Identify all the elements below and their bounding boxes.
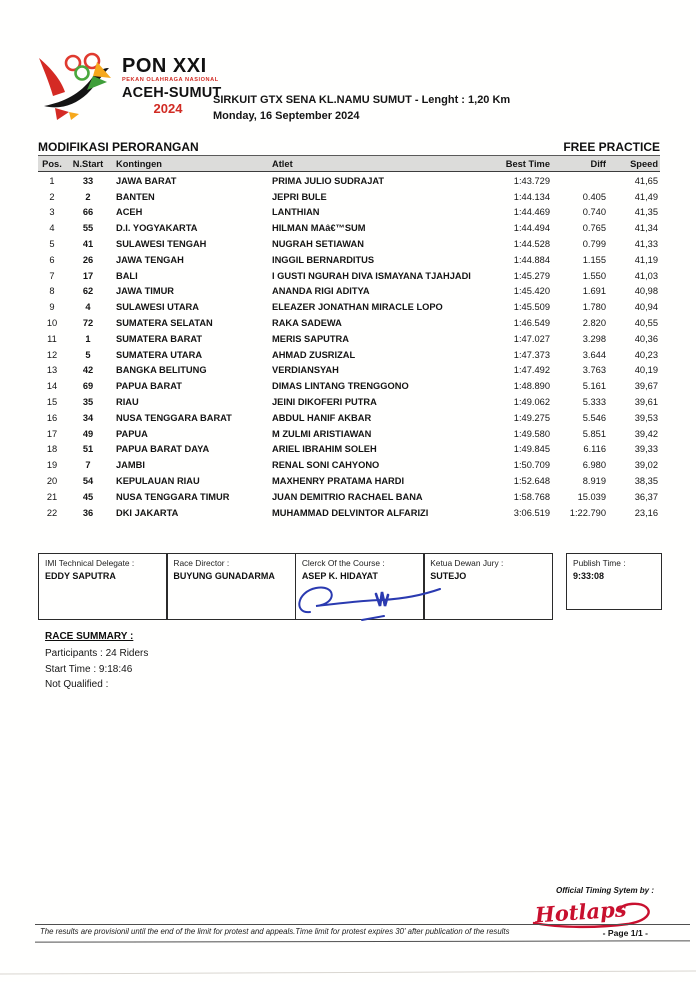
col-nstart: N.Start (72, 158, 104, 169)
event-logo (36, 50, 222, 132)
cell-nstart: 62 (82, 286, 94, 297)
cell-kontingen: BALI (116, 270, 138, 281)
cell-nstart: 41 (82, 239, 94, 250)
cell-atlet: ANANDA RIGI ADITYA (272, 286, 370, 297)
cell-diff: 1.155 (582, 254, 606, 265)
table-row (38, 473, 660, 489)
cell-kontingen: KEPULAUAN RIAU (116, 476, 200, 487)
cell-best-time: 1:46.549 (513, 318, 550, 329)
cell-diff: 5.161 (582, 381, 606, 392)
cell-atlet: HILMAN MAâ€™SUM (272, 223, 366, 234)
official-box (166, 553, 296, 620)
cell-pos: 4 (49, 223, 55, 234)
cell-speed: 36,37 (634, 491, 658, 502)
cell-best-time: 1:44.494 (513, 223, 550, 234)
cell-speed: 41,34 (634, 223, 658, 234)
cell-nstart: 5 (85, 349, 91, 360)
cell-diff: 1.780 (582, 302, 606, 313)
col-speed: Speed (630, 158, 658, 169)
race-summary-heading: RACE SUMMARY : (45, 631, 134, 642)
cell-pos: 13 (46, 365, 58, 376)
col-diff: Diff (590, 158, 606, 169)
cell-pos: 19 (46, 460, 58, 471)
cell-atlet: ELEAZER JONATHAN MIRACLE LOPO (272, 302, 443, 313)
cell-nstart: 51 (82, 444, 94, 455)
footer-disclaimer: The results are provisionil until the end of the limit for protest and appeals.Time limit for protest expires 30' after publication of the results (40, 927, 510, 936)
cell-diff: 6.116 (583, 444, 606, 455)
cell-pos: 16 (46, 412, 58, 423)
cell-pos: 1 (49, 175, 55, 186)
cell-speed: 40,94 (634, 302, 658, 313)
cell-best-time: 1:43.729 (513, 175, 550, 186)
cell-nstart: 54 (82, 476, 94, 487)
table-row (38, 315, 660, 331)
cell-kontingen: SUMATERA BARAT (116, 333, 203, 344)
cell-diff: 3.763 (582, 365, 606, 376)
race-summary-lines (45, 646, 365, 693)
cell-kontingen: JAWA BARAT (116, 175, 177, 186)
official-name: EDDY SAPUTRA (45, 571, 116, 581)
cell-kontingen: JAMBI (116, 460, 145, 471)
cell-nstart: 4 (85, 302, 91, 313)
cell-best-time: 1:47.373 (513, 349, 550, 360)
category-title: MODIFIKASI PERORANGAN (38, 140, 199, 154)
cell-nstart: 1 (85, 333, 91, 344)
cell-diff: 0.765 (582, 223, 606, 234)
cell-kontingen: DKI JAKARTA (116, 507, 179, 518)
publish-time-label: Publish Time : (573, 558, 626, 568)
cell-nstart: 69 (82, 381, 94, 392)
cell-best-time: 1:49.845 (513, 444, 550, 455)
publish-time-value: 9:33:08 (573, 571, 605, 581)
cell-kontingen: JAWA TIMUR (116, 286, 175, 297)
cell-speed: 41,35 (634, 207, 658, 218)
cell-atlet: ARIEL IBRAHIM SOLEH (272, 444, 377, 455)
cell-kontingen: PAPUA BARAT DAYA (116, 444, 210, 455)
footer-rule-top (35, 924, 690, 925)
table-row (38, 299, 660, 315)
cell-best-time: 1:48.890 (513, 381, 550, 392)
race-summary (45, 631, 365, 693)
cell-nstart: 72 (82, 318, 94, 329)
logo-text-block (122, 56, 222, 116)
cell-speed: 40,23 (634, 349, 658, 360)
official-name: SUTEJO (430, 571, 467, 581)
cell-diff: 3.644 (582, 349, 606, 360)
cell-best-time: 1:44.528 (513, 239, 550, 250)
results-table-header (38, 155, 660, 172)
table-row (38, 426, 660, 442)
cell-best-time: 1:49.062 (513, 397, 550, 408)
logo-year: 2024 (153, 101, 183, 116)
cell-best-time: 1:49.275 (513, 412, 550, 423)
cell-diff: 15.039 (577, 491, 606, 502)
cell-pos: 14 (46, 381, 58, 392)
cell-nstart: 49 (82, 428, 94, 439)
table-row (38, 457, 660, 473)
race-summary-line: Start Time : 9:18:46 (45, 663, 133, 675)
official-name: ASEP K. HIDAYAT (301, 571, 378, 581)
table-row (38, 347, 660, 363)
table-row (38, 505, 660, 521)
cell-nstart: 35 (82, 397, 94, 408)
event-date: Monday, 16 September 2024 (213, 110, 360, 122)
table-row (38, 284, 660, 300)
table-row (38, 378, 660, 394)
cell-kontingen: D.I. YOGYAKARTA (116, 223, 198, 234)
cell-best-time: 1:49.580 (513, 428, 550, 439)
cell-pos: 7 (49, 270, 55, 281)
cell-diff: 5.333 (582, 397, 606, 408)
section-title-row (38, 137, 660, 154)
cell-speed: 39,42 (634, 428, 658, 439)
cell-nstart: 17 (82, 270, 94, 281)
cell-diff: 8.919 (582, 476, 606, 487)
event-info (213, 92, 673, 124)
table-row (38, 331, 660, 347)
cell-pos: 21 (46, 491, 58, 502)
session-title: FREE PRACTICE (563, 140, 660, 154)
cell-kontingen: SUMATERA SELATAN (116, 318, 213, 329)
cell-diff: 5.851 (582, 428, 606, 439)
cell-atlet: NUGRAH SETIAWAN (272, 239, 364, 250)
cell-speed: 41,49 (634, 191, 658, 202)
table-row (38, 173, 660, 189)
cell-speed: 40,55 (634, 318, 658, 329)
cell-best-time: 1:47.027 (513, 333, 550, 344)
cell-diff: 5.546 (582, 412, 606, 423)
cell-best-time: 1:45.420 (513, 286, 550, 297)
cell-kontingen: SULAWESI TENGAH (116, 239, 207, 250)
cell-nstart: 2 (85, 191, 91, 202)
official-role-label: IMI Technical Delegate : (45, 558, 135, 568)
timing-system-label: Official Timing Sytem by : (556, 886, 654, 895)
cell-speed: 39,33 (634, 444, 658, 455)
table-row (38, 252, 660, 268)
cell-best-time: 1:50.709 (513, 460, 550, 471)
cell-speed: 38,35 (634, 476, 658, 487)
hotlaps-logo-text: Hotlaps (534, 896, 628, 928)
logo-subtitle: PEKAN OLAHRAGA NASIONAL (122, 77, 219, 83)
cell-speed: 41,33 (634, 239, 658, 250)
cell-atlet: JUAN DEMITRIO RACHAEL BANA (272, 491, 423, 502)
official-box (423, 553, 553, 620)
cell-atlet: MUHAMMAD DELVINTOR ALFARIZI (272, 507, 429, 518)
cell-speed: 39,61 (634, 397, 658, 408)
cell-nstart: 33 (82, 175, 94, 186)
cell-kontingen: JAWA TENGAH (116, 254, 184, 265)
cell-kontingen: SUMATERA UTARA (116, 349, 203, 360)
cell-nstart: 42 (82, 365, 94, 376)
table-row (38, 410, 660, 426)
table-row (38, 220, 660, 236)
cell-pos: 20 (46, 476, 58, 487)
cell-diff: 0.405 (582, 191, 606, 202)
cell-best-time: 1:44.884 (513, 254, 550, 265)
cell-atlet: PRIMA JULIO SUDRAJAT (272, 175, 385, 186)
official-name: BUYUNG GUNADARMA (173, 571, 275, 581)
cell-pos: 6 (49, 254, 55, 265)
cell-pos: 12 (46, 349, 58, 360)
cell-nstart: 45 (82, 491, 94, 502)
table-row (38, 442, 660, 458)
page-number: - Page 1/1 - (602, 928, 648, 938)
cell-speed: 40,19 (634, 365, 658, 376)
cell-pos: 10 (46, 318, 58, 329)
cell-diff: 1.550 (582, 270, 606, 281)
col-kontingen: Kontingen (116, 158, 162, 169)
cell-diff: 3.298 (582, 333, 606, 344)
cell-atlet: JEPRI BULE (272, 191, 327, 202)
cell-kontingen: BANTEN (116, 191, 155, 202)
cell-atlet: ABDUL HANIF AKBAR (272, 412, 372, 423)
cell-speed: 41,03 (634, 270, 658, 281)
cell-kontingen: ACEH (116, 207, 143, 218)
table-row (38, 268, 660, 284)
cell-atlet: M ZULMI ARISTIAWAN (272, 428, 372, 439)
cell-speed: 41,65 (634, 175, 658, 186)
official-box (295, 553, 425, 620)
cell-kontingen: SULAWESI UTARA (116, 302, 199, 313)
official-role-label: Ketua Dewan Jury : (430, 558, 504, 568)
cell-pos: 8 (49, 286, 55, 297)
cell-nstart: 26 (82, 254, 94, 265)
cell-pos: 22 (46, 507, 58, 518)
cell-nstart: 55 (82, 223, 94, 234)
cell-speed: 39,02 (634, 460, 658, 471)
table-row (38, 205, 660, 221)
cell-speed: 41,19 (634, 254, 658, 265)
cell-kontingen: PAPUA (116, 428, 148, 439)
cell-best-time: 1:44.134 (513, 191, 550, 202)
cell-atlet: RENAL SONI CAHYONO (272, 460, 380, 471)
table-row (38, 394, 660, 410)
cell-atlet: MERIS SAPUTRA (272, 333, 349, 344)
cell-nstart: 7 (85, 460, 91, 471)
table-row (38, 363, 660, 379)
cell-speed: 40,36 (634, 333, 658, 344)
cell-speed: 39,53 (634, 412, 658, 423)
cell-pos: 11 (47, 333, 57, 344)
cell-nstart: 36 (82, 507, 94, 518)
pon-bird-logo-icon (36, 50, 128, 130)
cell-speed: 40,98 (634, 286, 658, 297)
cell-nstart: 66 (82, 207, 94, 218)
table-row (38, 489, 660, 505)
publish-time-box (566, 553, 662, 610)
cell-pos: 18 (46, 444, 58, 455)
cell-kontingen: PAPUA BARAT (116, 381, 182, 392)
footer-rule-bottom (35, 940, 690, 942)
col-best-time: Best Time (505, 158, 550, 169)
official-role-label: Race Director : (173, 558, 230, 568)
cell-pos: 9 (49, 302, 55, 313)
col-atlet: Atlet (272, 158, 293, 169)
cell-atlet: DIMAS LINTANG TRENGGONO (272, 381, 409, 392)
cell-kontingen: NUSA TENGGARA TIMUR (116, 491, 230, 502)
cell-pos: 2 (49, 191, 55, 202)
cell-kontingen: RIAU (116, 397, 139, 408)
cell-best-time: 1:52.648 (513, 476, 550, 487)
col-pos: Pos. (42, 158, 62, 169)
cell-speed: 39,67 (634, 381, 658, 392)
cell-diff: 0.740 (582, 207, 606, 218)
cell-speed: 23,16 (634, 507, 658, 518)
cell-diff: 0.799 (582, 239, 606, 250)
race-summary-line: Not Qualified : (45, 679, 109, 690)
race-summary-line: Participants : 24 Riders (45, 648, 149, 659)
cell-atlet: RAKA SADEWA (272, 318, 342, 329)
cell-best-time: 1:47.492 (513, 365, 550, 376)
cell-diff: 1:22.790 (569, 507, 606, 518)
cell-atlet: MAXHENRY PRATAMA HARDI (272, 476, 405, 487)
official-role-label: Clerck Of the Course : (301, 558, 385, 568)
cell-diff: 6.980 (582, 460, 606, 471)
cell-pos: 3 (49, 207, 55, 218)
table-row (38, 236, 660, 252)
cell-kontingen: NUSA TENGGARA BARAT (116, 412, 232, 423)
official-box (38, 553, 168, 620)
cell-pos: 5 (49, 239, 55, 250)
cell-diff: 2.820 (582, 318, 606, 329)
cell-atlet: I GUSTI NGURAH DIVA ISMAYANA TJAHJADI (272, 270, 471, 281)
cell-kontingen: BANGKA BELITUNG (116, 365, 207, 376)
officials-row (38, 553, 552, 620)
cell-atlet: JEINI DIKOFERI PUTRA (272, 397, 377, 408)
circuit-info: SIRKUIT GTX SENA KL.NAMU SUMUT - Lenght : 1,20 Km (213, 94, 511, 106)
cell-pos: 17 (46, 428, 58, 439)
results-rows (38, 173, 660, 521)
logo-location: ACEH-SUMUT (122, 85, 222, 101)
cell-atlet: VERDIANSYAH (272, 365, 339, 376)
cell-atlet: INGGIL BERNARDITUS (272, 254, 375, 265)
cell-best-time: 1:58.768 (513, 491, 550, 502)
cell-best-time: 3:06.519 (513, 507, 550, 518)
cell-pos: 15 (46, 397, 58, 408)
table-row (38, 189, 660, 205)
cell-diff: 1.691 (582, 286, 606, 297)
cell-best-time: 1:45.279 (513, 270, 550, 281)
cell-best-time: 1:44.469 (513, 207, 550, 218)
cell-atlet: AHMAD ZUSRIZAL (272, 349, 356, 360)
cell-best-time: 1:45.509 (513, 302, 550, 313)
cell-atlet: LANTHIAN (272, 207, 320, 218)
logo-title: PON XXI (122, 55, 207, 77)
cell-nstart: 34 (82, 412, 94, 423)
scan-edge-line (0, 970, 696, 974)
